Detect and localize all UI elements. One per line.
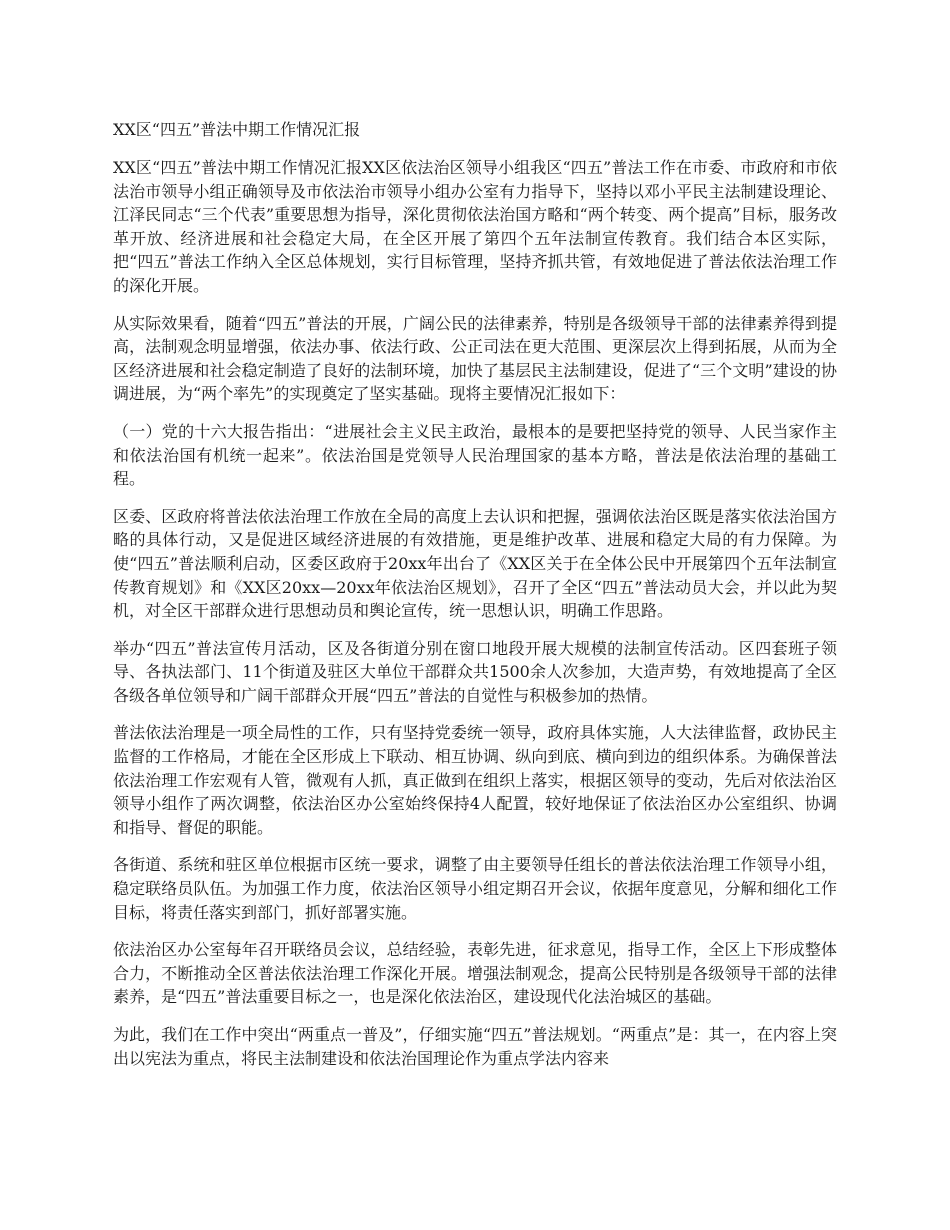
paragraph-liaison-meetings: 依法治区办公室每年召开联络员会议，总结经验，表彰先进，征求意见，指导工作，全区上下形成整体合力，不断推动全区普法依法治理工作深化开展。增强法制观念，提高公民特别是各级领导干部的法律素养，是“四五”普法重要目标之一，也是深化依法治区，建设现代化法治城区的基础。 — [113, 940, 837, 1007]
paragraph-publicity-month: 举办“四五”普法宣传月活动，区及各街道分别在窗口地段开展大规模的法制宣传活动。区四套班子领导、各执法部门、11个街道及驻区大单位干部群众共1500余人次参加，大造声势，有效地提高了全区各级各单位领导和广阔干部群众开展“四五”普法的自觉性与积极参加的热情。 — [113, 638, 837, 705]
paragraph-two-focus: 为此，我们在工作中突出“两重点一普及”，仔细实施“四五”普法规划。“两重点”是：其一，在内容上突出以宪法为重点，将民主法制建设和依法治国理论作为重点学法内容来 — [113, 1025, 837, 1068]
paragraph-leadership: 区委、区政府将普法依法治理工作放在全局的高度上去认识和把握，强调依法治区既是落实依法治国方略的具体行动，又是促进区域经济进展的有效措施，更是维护改革、进展和稳定大局的有力保障。为使“四五”普法顺利启动，区委区政府于20xx年出台了《XX区关于在全体公民中开展第四个五年法制宣传教育规划》和《XX区20xx—20xx年依法治区规划》，召开了全区“四五”普法动员大会，并以此为契机，对全区干部群众进行思想动员和舆论宣传，统一思想认识，明确工作思路。 — [113, 506, 837, 621]
paragraph-section-one: （一）党的十六大报告指出：“进展社会主义民主政治，最根本的是要把坚持党的领导、人民当家作主和依法治国有机统一起来”。依法治国是党领导人民治理国家的基本方略，普法是依法治理的基础工程。 — [113, 421, 837, 489]
paragraph-intro: XX区“四五”普法中期工作情况汇报XX区依法治区领导小组我区“四五”普法工作在市委、市政府和市依法治市领导小组正确领导及市依法治市领导小组办公室有力指导下，坚持以邓小平民主法制建设理论、江泽民同志“三个代表”重要思想为指导，深化贯彻依法治国方略和“两个转变、两个提高”目标，服务改革开放、经济进展和社会稳定大局，在全区开展了第四个五年法制宣传教育。我们结合本区实际，把“四五”普法工作纳入全区总体规划，实行目标管理，坚持齐抓共管，有效地促进了普法依法治理工作的深化开展。 — [113, 158, 837, 295]
document-page — [113, 119, 837, 1084]
paragraph-street-units: 各街道、系统和驻区单位根据市区统一要求，调整了由主要领导任组长的普法依法治理工作领导小组，稳定联络员队伍。为加强工作力度，依法治区领导小组定期召开会议，依据年度意见，分解和细化工作目标，将责任落实到部门，抓好部署实施。 — [113, 855, 837, 922]
document-title: XX区“四五”普法中期工作情况汇报 — [113, 120, 361, 139]
paragraph-effects: 从实际效果看，随着“四五”普法的开展，广阔公民的法律素养，特别是各级领导干部的法律素养得到提高，法制观念明显增强，依法办事、依法行政、公正司法在更大范围、更深层次上得到拓展，从而为全区经济进展和社会稳定制造了良好的法制环境，加快了基层民主法制建设，促进了“三个文明”建设的协调进展，为“两个率先”的实现奠定了坚实基础。现将主要情况汇报如下： — [113, 313, 837, 404]
paragraph-organization: 普法依法治理是一项全局性的工作，只有坚持党委统一领导，政府具体实施，人大法律监督，政协民主监督的工作格局，才能在全区形成上下联动、相互协调、纵向到底、横向到边的组织体系。为确保普法依法治理工作宏观有人管，微观有人抓，真正做到在组织上落实，根据区领导的变动，先后对依法治区领导小组作了两次调整，依法治区办公室始终保持4人配置，较好地保证了依法治区办公室组织、协调和指导、督促的职能。 — [113, 723, 837, 837]
